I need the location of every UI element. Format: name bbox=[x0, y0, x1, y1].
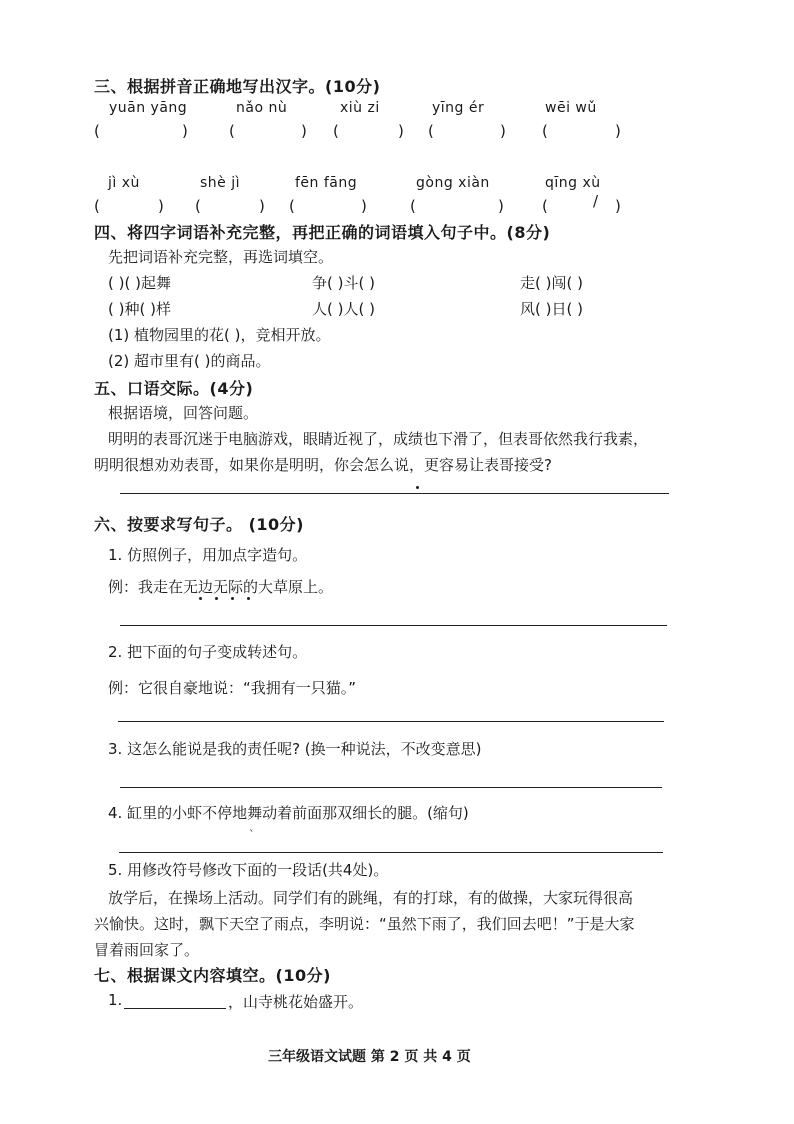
section-6-passage-1: 放学后，在操场上活动。同学们有的跳绳，有的打球，有的做操，大家玩得很高 bbox=[108, 889, 634, 907]
section-7-q1-number: 1. bbox=[108, 991, 123, 1009]
pinyin-9: gòng xiàn bbox=[416, 175, 490, 191]
section-6-q3: 3. 这怎么能说是我的责任呢? (换一种说法，不改变意思) bbox=[108, 740, 482, 758]
emphasis-dot-4 bbox=[247, 597, 250, 600]
section-6-q4: 4. 缸里的小虾不停地舞动着前面那双细长的腿。(缩句) bbox=[108, 804, 469, 822]
section-6-example-2: 例：它很自豪地说：“我拥有一只猫。” bbox=[108, 679, 357, 697]
section-5-para-1: 明明的表哥沉迷于电脑游戏，眼睛近视了，成绩也下滑了，但表哥依然我行我素， bbox=[108, 430, 649, 448]
idiom-6[interactable]: 风( )日( ) bbox=[520, 300, 583, 318]
idiom-5[interactable]: 人( )人( ) bbox=[312, 300, 375, 318]
section-6-q5: 5. 用修改符号修改下面的一段话(共4处)。 bbox=[108, 861, 389, 879]
section-5-title: 五、口语交际。(4分) bbox=[94, 379, 254, 398]
section-6-passage-3: 冒着雨回家了。 bbox=[94, 941, 200, 959]
section-6-example-1: 例：我走在无边无际的大草原上。 bbox=[108, 578, 334, 596]
fill-blank-7-1[interactable] bbox=[124, 1008, 226, 1009]
answer-line-6-4[interactable] bbox=[119, 852, 663, 853]
answer-line-5[interactable] bbox=[120, 493, 669, 494]
pinyin-3: xiù zi bbox=[340, 100, 380, 116]
section-3-title: 三、根据拼音正确地写出汉字。(10分) bbox=[94, 77, 381, 96]
section-4-title: 四、将四字词语补充完整，再把正确的词语填入句子中。(8分) bbox=[94, 223, 551, 242]
fill-sentence-2[interactable]: (2) 超市里有( )的商品。 bbox=[108, 352, 271, 370]
pinyin-5: wēi wǔ bbox=[545, 100, 597, 116]
section-4-instruction: 先把词语补充完整，再选词填空。 bbox=[108, 248, 334, 266]
answer-line-6-3[interactable] bbox=[120, 787, 662, 788]
stray-dot bbox=[416, 486, 419, 489]
idiom-3[interactable]: 走( )闯( ) bbox=[520, 274, 583, 292]
answer-line-6-2[interactable] bbox=[118, 721, 664, 722]
pinyin-2: nǎo nù bbox=[236, 100, 288, 116]
pinyin-6: jì xù bbox=[108, 175, 140, 191]
pinyin-10: qīng xù bbox=[545, 175, 601, 191]
emphasis-dot-1 bbox=[199, 597, 202, 600]
pinyin-8: fēn fāng bbox=[295, 175, 358, 191]
section-7-q1-text: ，山寺桃花始盛开。 bbox=[228, 993, 364, 1011]
idiom-1[interactable]: ( )( )起舞 bbox=[108, 274, 171, 292]
section-7-title: 七、根据课文内容填空。(10分) bbox=[94, 966, 331, 985]
fill-sentence-1[interactable]: (1) 植物园里的花( )，竞相开放。 bbox=[108, 326, 331, 344]
section-6-q1: 1. 仿照例子，用加点字造句。 bbox=[108, 546, 308, 564]
page-footer: 三年级语文试题 第 2 页 共 4 页 bbox=[268, 1049, 471, 1065]
section-5-instruction: 根据语境，回答问题。 bbox=[108, 404, 259, 422]
idiom-2[interactable]: 争( )斗( ) bbox=[312, 274, 375, 292]
pen-mark: / bbox=[593, 192, 599, 210]
pinyin-4: yīng ér bbox=[432, 100, 485, 116]
section-6-passage-2: 兴愉快。这时，飘下天空了雨点，李明说：“虽然下雨了，我们回去吧！”于是大家 bbox=[94, 915, 635, 933]
pinyin-1: yuān yāng bbox=[109, 100, 188, 116]
answer-line-6-1[interactable] bbox=[120, 625, 667, 626]
stray-mark: ` bbox=[249, 828, 255, 841]
emphasis-dot-3 bbox=[231, 597, 234, 600]
idiom-4[interactable]: ( )种( )样 bbox=[108, 300, 171, 318]
section-6-q2: 2. 把下面的句子变成转述句。 bbox=[108, 643, 308, 661]
section-5-para-2: 明明很想劝劝表哥，如果你是明明，你会怎么说，更容易让表哥接受? bbox=[94, 456, 552, 474]
pinyin-7: shè jì bbox=[200, 175, 241, 191]
emphasis-dot-2 bbox=[215, 597, 218, 600]
section-6-title: 六、按要求写句子。 (10分) bbox=[94, 515, 304, 534]
